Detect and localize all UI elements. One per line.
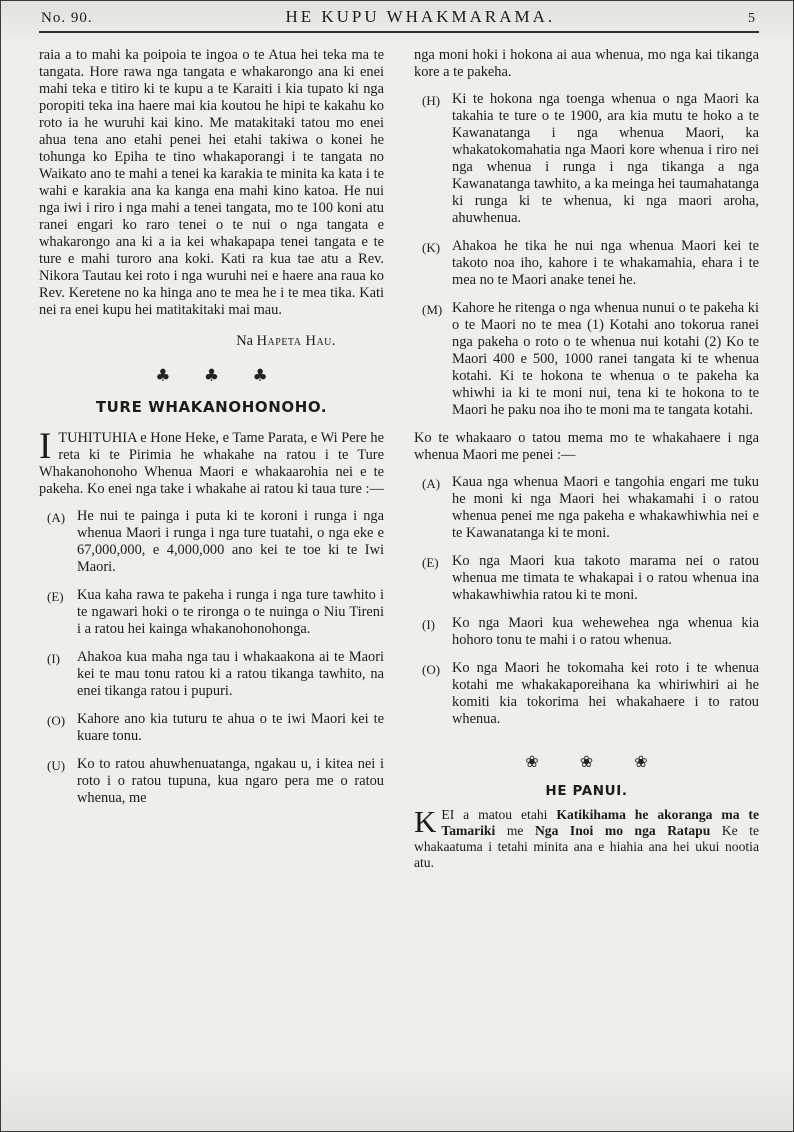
club-ornament: ♣ ♣ ♣ [155, 366, 282, 386]
list-item-a [47, 508, 384, 576]
list-item-e2 [422, 553, 759, 604]
panui-paragraph [414, 804, 760, 871]
middle-paragraph: Ko te whakaaro o tatou mema mo te whakahaere i nga whenua Maori me penei :— [414, 430, 759, 463]
list-item-label: (A) [47, 510, 66, 525]
list-item-text: Ko to ratou ahuwhenuatanga, ngakau u, i kitea nei i roto i o ratou tupuna, kua ngaro pera me o ratou whenua, me [77, 756, 384, 806]
list-item-label: (A) [422, 476, 441, 491]
list-item-label: (I) [47, 651, 60, 666]
masthead [39, 5, 759, 29]
list-item-text: He nui te painga i puta ki te koroni i runga i nga whenua Maori i runga i nga ture tuatahi, o nga eke e 67,000,000, e 4,000,000 ano kei te toe ki te Iwi Maori. [77, 508, 384, 575]
list-item-text: Ko nga Maori kua takoto marama nei o ratou whenua me timata te whakapai i o ratou whenua ina whakawhiwhia ratou ki te moni. [452, 553, 759, 603]
list-item-label: (I) [422, 617, 435, 632]
list-item-o [47, 711, 384, 745]
flower-ornament: ❀ ❀ ❀ [525, 752, 666, 771]
panui-text-1: EI a matou etahi [441, 807, 557, 822]
list-item-text: Kahore he ritenga o nga whenua nunui o te pakeha ki o te Maori no te mea (1) Kotahi ano tokorua ranei nga pakeha o roto o te whenua nui kotahi (2) Ko te Maori 400 e 500, 1000 ranei tangata ki te whenua kotahi. Ki te hokona te whenua o te pakeha ka whiwhi ia ki te moni nui, tena ki te hokona to te Maori he paku noa iho te moni ma te tangata kotahi. [452, 300, 759, 418]
list-item-label: (M) [422, 302, 443, 317]
panui-bold-2: Nga Inoi mo nga Ratapu [534, 823, 711, 838]
list-item-text: Kua kaha rawa te pakeha i runga i nga ture tawhito i te ngawari hoki o te rironga o te nuinga o Niu Tireni i a ratou hei kainga whakanohonohonga. [77, 587, 384, 637]
header-rule [39, 31, 759, 33]
list-item-text: Ahakoa kua maha nga tau i whakaakona ai te Maori kei te mau tonu ratou ki a ratou tikanga tawhito, na enei tikanga ratou i pupuri. [77, 649, 384, 699]
list-item-text: Ahakoa he tika he nui nga whenua Maori kei te takoto noa iho, kahore i te whakamahia, ehara i te mea no te Maori anake tenei he. [452, 238, 759, 288]
list-item-label: (E) [422, 555, 439, 570]
signature-name: Hapeta Hau. [256, 333, 336, 349]
continuation-paragraph: nga moni hoki i hokona ai aua whenua, mo nga kai tikanga kore a te pakeha. [414, 47, 759, 80]
page-title: HE KUPU WHAKMARAMA. [285, 7, 556, 26]
signature [39, 333, 384, 350]
list-item-label: (O) [47, 713, 66, 728]
continuation-paragraph: raia a to mahi ka poipoia te ingoa o te Atua hei teka ma te tangata. Hore rawa nga tangata e whakarongo ana ki enei mahi teka e titiro ki te kupu a te Karaiti i kia tupato ki nga poropiti teka ina haere mai kia koutou he hipi te kakahu ko roto ia he wuruhi kai kino. Me matakitaki tatou mo enei ahua tena ano etahi penei hei etahi takiwa o konei he tohunga ko Epiha te tino whakaporangi i te tangata no Waikato ano te mahi a tenei ka karakia te minita ka kata i te wahi e karakia ana ka kanga ena mahi kino katoa. He nui nga iwi i riro i nga mahi a tenei tangata, mo te 100 koni atu ranei engari ko raro tenei o te nui o nga tangata e whakarongo ana ki a ia kei whakapapa tenei tangata e te ture e mahi turoro ana koki. Kati ra kua tae atu a Rev. Nikora Tautau kei roto i nga wuruhi nei e haere ana raua ko Rev. Keretene no ka hinga ano te mea he i te mea tika. Kati nei ra enei kupu hei matitakitaki mai mau. [39, 47, 384, 318]
signature-prefix: Na [236, 333, 257, 349]
list-item-i2 [422, 615, 759, 649]
list-item-text: Kaua nga whenua Maori e tangohia engari me tuku he moni ki nga Maori hei whakamahi i o ratou whenua penei me nga pakeha e whakawhiwhia nei e te Kawanatanga ki te moni. [452, 474, 759, 541]
list-item-label: (E) [47, 589, 64, 604]
section-heading-panui: HE PANUI. [545, 783, 628, 799]
issue-number: No. 90. [41, 10, 93, 26]
list-item-e [47, 587, 384, 638]
drop-cap-k: K [414, 804, 437, 839]
list-item-a2 [422, 474, 759, 542]
panui-bold-1: Katikihama he akoranga ma te Tamariki [441, 807, 759, 838]
section-heading-ture: TURE WHAKANOHONOHO. [95, 398, 328, 416]
panui-text-2: me [495, 823, 535, 838]
left-column [39, 47, 384, 871]
right-column [414, 47, 759, 871]
page-number: 5 [747, 11, 755, 26]
columns [39, 47, 759, 871]
intro-text: TUHITUHIA e Hone Heke, e Tame Parata, e Wi Pere he reta ki te Pirimia he whakahe na ratou i te Ture Whakanohonoho Whenua Maori e whakaarohia nei e te pakeha. Ko enei nga take i whakahe ai ratou ki taua ture :— [39, 430, 384, 497]
list-item-k [422, 238, 759, 289]
list-item-text: Ko nga Maori kua wehewehea nga whenua kia hohoro tonu te mahi i o ratou whenua. [452, 615, 759, 648]
list-item-label: (H) [422, 93, 441, 108]
list-item-u [47, 756, 384, 807]
list-item-text: Ko nga Maori he tokomaha kei roto i te whenua kotahi me whakakaporeihana ka whiriwhiri ai he komiti kia tokorima hei whakahaere i to ratou whenua. [452, 660, 759, 727]
list-item-text: Kahore ano kia tuturu te ahua o te iwi Maori kei te kuare tonu. [77, 711, 384, 744]
list-item-label: (O) [422, 662, 441, 677]
list-item-i [47, 649, 384, 700]
list-item-m [422, 300, 759, 419]
list-item-text: Ki te hokona nga toenga whenua o nga Maori ka takahia te ture o te 1900, ara kia mutu te hoko a te Kawanatanga i nga whenua Maori, ka whakatokomahatia nga Maori kore whenua i riro nei nga whenua i runga i nga tikanga a nga Kawanatanga tawhito, a ka meinga hei taumahatanga ki runga ki te whenua, ki nga maori aroha, ahuwhenua. [452, 91, 759, 226]
list-item-h [422, 91, 759, 227]
panui-text-3: Ke te whakaatuma i tetahi minita ana e hiahia ana hei ukui nootia atu. [414, 823, 760, 870]
intro-paragraph [39, 426, 384, 498]
list-item-o2 [422, 660, 759, 728]
list-item-label: (U) [47, 758, 66, 773]
list-item-label: (K) [422, 240, 441, 255]
drop-cap-i: I [39, 426, 52, 467]
